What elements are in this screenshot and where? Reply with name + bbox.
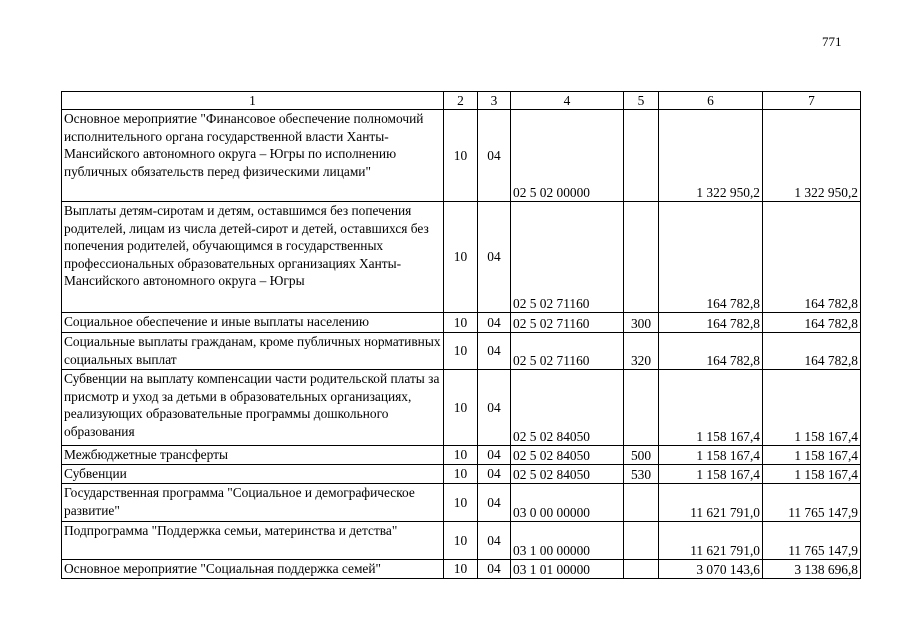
row-section: 10 <box>444 110 478 202</box>
table-row <box>62 446 861 465</box>
row-expense-type <box>624 560 659 579</box>
row-name: Социальное обеспечение и иные выплаты населению <box>62 313 444 333</box>
row-name: Подпрограмма "Поддержка семьи, материнства и детства" <box>62 522 444 560</box>
row-expense-type <box>624 202 659 313</box>
row-section: 10 <box>444 202 478 313</box>
column-header: 7 <box>763 92 861 110</box>
row-value-7: 1 322 950,2 <box>763 110 861 202</box>
row-value-7: 11 765 147,9 <box>763 522 861 560</box>
table-row <box>62 484 861 522</box>
row-section: 10 <box>444 465 478 484</box>
row-value-6: 1 158 167,4 <box>659 446 763 465</box>
row-value-7: 11 765 147,9 <box>763 484 861 522</box>
column-header: 6 <box>659 92 763 110</box>
row-expense-type: 320 <box>624 333 659 370</box>
row-target-article: 02 5 02 71160 <box>511 202 624 313</box>
row-subsection: 04 <box>478 465 511 484</box>
table-row <box>62 110 861 202</box>
row-section: 10 <box>444 560 478 579</box>
column-header: 2 <box>444 92 478 110</box>
row-name: Субвенции <box>62 465 444 484</box>
table-header-row <box>62 92 861 110</box>
row-target-article: 02 5 02 84050 <box>511 370 624 446</box>
row-expense-type: 500 <box>624 446 659 465</box>
row-target-article: 03 0 00 00000 <box>511 484 624 522</box>
row-value-6: 1 322 950,2 <box>659 110 763 202</box>
row-target-article: 03 1 00 00000 <box>511 522 624 560</box>
row-expense-type <box>624 110 659 202</box>
row-subsection: 04 <box>478 446 511 465</box>
row-subsection: 04 <box>478 110 511 202</box>
row-name: Субвенции на выплату компенсации части родительской платы за присмотр и уход за детьми в образовательных организациях, реализующих образовательные программы дошкольного образования <box>62 370 444 446</box>
row-value-7: 1 158 167,4 <box>763 446 861 465</box>
row-target-article: 02 5 02 00000 <box>511 110 624 202</box>
row-name: Основное мероприятие "Финансовое обеспечение полномочий исполнительного органа государственной власти Ханты-Мансийского автономного округа – Югры по исполнению публичных обязательств перед физическими лицами" <box>62 110 444 202</box>
row-subsection: 04 <box>478 333 511 370</box>
row-subsection: 04 <box>478 202 511 313</box>
row-value-7: 1 158 167,4 <box>763 370 861 446</box>
row-target-article: 03 1 01 00000 <box>511 560 624 579</box>
row-subsection: 04 <box>478 560 511 579</box>
row-name: Основное мероприятие "Социальная поддержка семей" <box>62 560 444 579</box>
row-value-6: 164 782,8 <box>659 202 763 313</box>
row-value-6: 11 621 791,0 <box>659 484 763 522</box>
table-row <box>62 370 861 446</box>
row-subsection: 04 <box>478 370 511 446</box>
row-subsection: 04 <box>478 522 511 560</box>
column-header: 5 <box>624 92 659 110</box>
row-value-6: 1 158 167,4 <box>659 465 763 484</box>
row-section: 10 <box>444 446 478 465</box>
row-section: 10 <box>444 370 478 446</box>
table-row <box>62 560 861 579</box>
row-expense-type: 300 <box>624 313 659 333</box>
table-row <box>62 313 861 333</box>
row-name: Выплаты детям-сиротам и детям, оставшимся без попечения родителей, лицам из числа детей-сирот и детей, оставшихся без попечения родителей, обучающимся в государственных профессиональных образовательных организациях Ханты-Мансийского автономного округа – Югры <box>62 202 444 313</box>
row-value-6: 164 782,8 <box>659 313 763 333</box>
row-expense-type <box>624 484 659 522</box>
row-target-article: 02 5 02 71160 <box>511 313 624 333</box>
row-name: Социальные выплаты гражданам, кроме публичных нормативных социальных выплат <box>62 333 444 370</box>
row-value-6: 3 070 143,6 <box>659 560 763 579</box>
row-expense-type <box>624 370 659 446</box>
row-expense-type: 530 <box>624 465 659 484</box>
row-value-7: 164 782,8 <box>763 313 861 333</box>
row-expense-type <box>624 522 659 560</box>
table-row <box>62 465 861 484</box>
table-row <box>62 202 861 313</box>
row-value-6: 1 158 167,4 <box>659 370 763 446</box>
row-section: 10 <box>444 522 478 560</box>
row-target-article: 02 5 02 84050 <box>511 465 624 484</box>
row-subsection: 04 <box>478 313 511 333</box>
row-value-6: 164 782,8 <box>659 333 763 370</box>
budget-table <box>61 91 861 579</box>
row-section: 10 <box>444 313 478 333</box>
row-value-7: 1 158 167,4 <box>763 465 861 484</box>
row-name: Межбюджетные трансферты <box>62 446 444 465</box>
row-target-article: 02 5 02 71160 <box>511 333 624 370</box>
column-header: 1 <box>62 92 444 110</box>
table-row <box>62 333 861 370</box>
column-header: 3 <box>478 92 511 110</box>
page-number: 771 <box>822 34 842 49</box>
row-name: Государственная программа "Социальное и демографическое развитие" <box>62 484 444 522</box>
column-header: 4 <box>511 92 624 110</box>
table-row <box>62 522 861 560</box>
row-value-6: 11 621 791,0 <box>659 522 763 560</box>
row-value-7: 3 138 696,8 <box>763 560 861 579</box>
row-target-article: 02 5 02 84050 <box>511 446 624 465</box>
row-value-7: 164 782,8 <box>763 202 861 313</box>
row-section: 10 <box>444 333 478 370</box>
row-section: 10 <box>444 484 478 522</box>
row-value-7: 164 782,8 <box>763 333 861 370</box>
row-subsection: 04 <box>478 484 511 522</box>
